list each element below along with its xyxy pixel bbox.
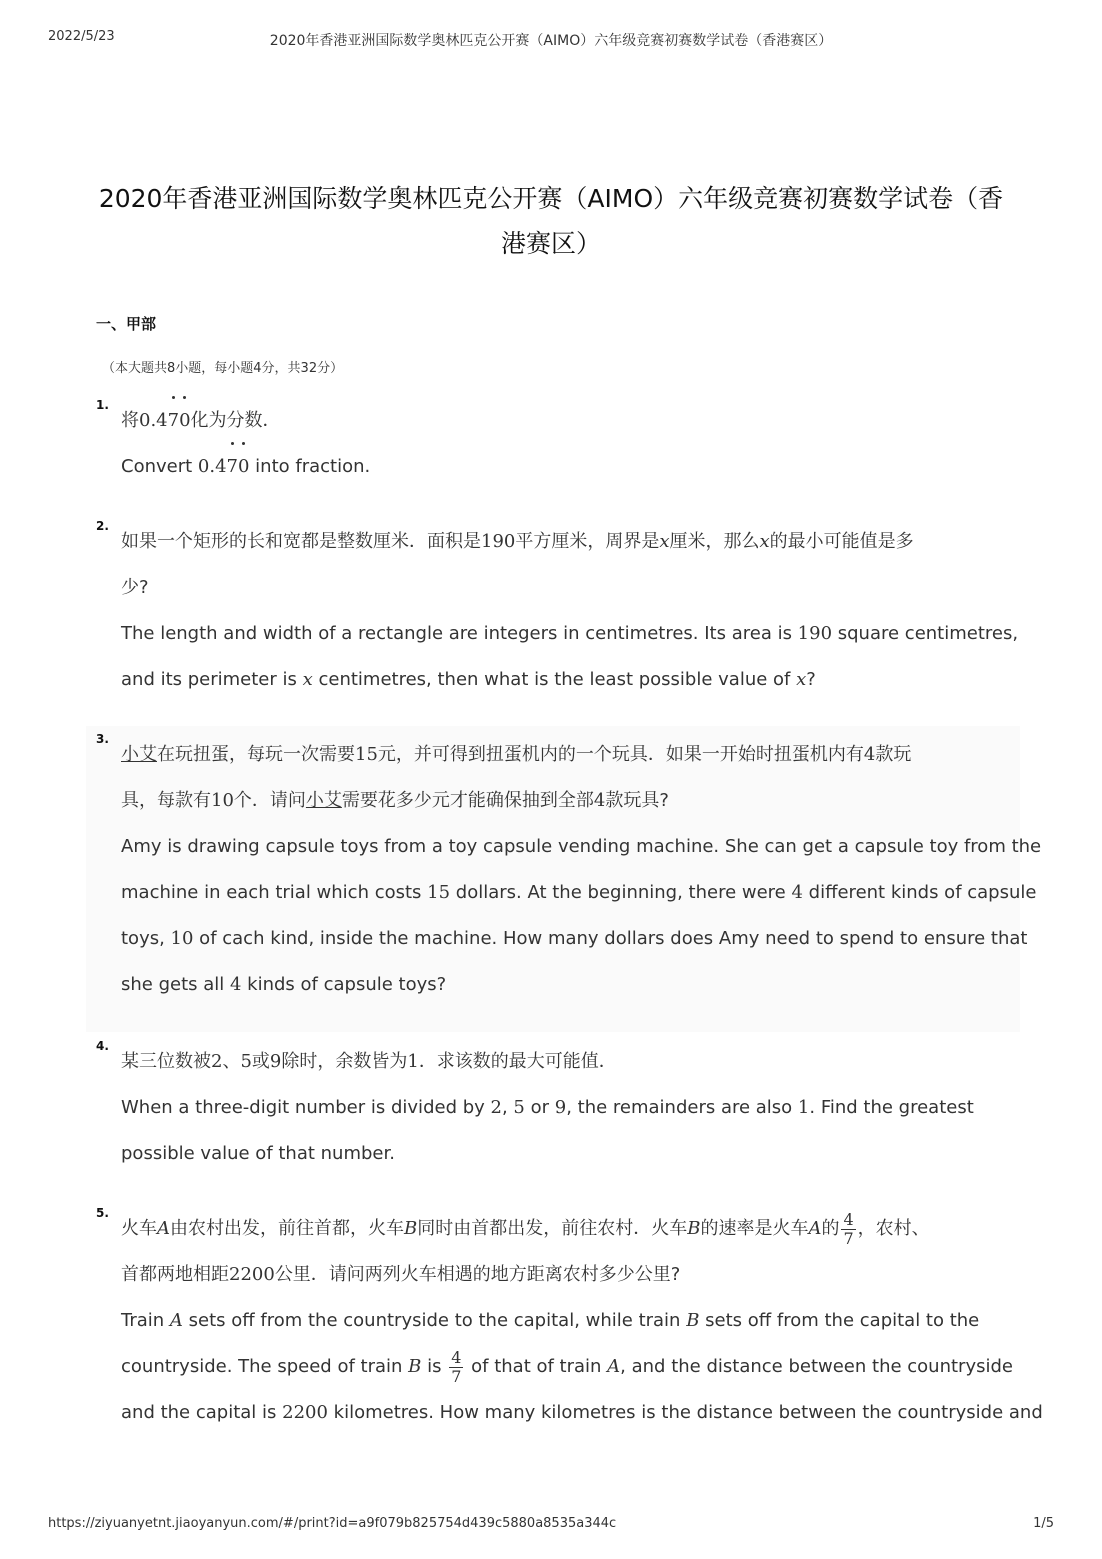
page-number: 1/5 bbox=[1033, 1516, 1054, 1531]
question-5-chinese-line-1: 火车A由农村出发，前往首都，火车B同时由首都出发，前往农村．火车B的速率是火车A的 $\frac{4}{7}$ ，农村、 bbox=[121, 1209, 930, 1248]
question-number: 3. bbox=[96, 732, 109, 746]
section-title: 一、甲部 bbox=[96, 315, 157, 333]
question-5-english-line-2: countryside. The speed of train B is $\frac{4}{7}$ of that of train A, and the distance between the countryside bbox=[121, 1347, 1013, 1386]
question-3 bbox=[96, 732, 1042, 1008]
question-3-english-line-4: she gets all 4 kinds of capsule toys? bbox=[121, 974, 447, 995]
question-2-chinese-line-2: 少? bbox=[121, 577, 149, 598]
question-4-chinese: 某三位数被2、5或9除时，余数皆为1．求该数的最大可能值． bbox=[121, 1051, 617, 1072]
question-2-english-line-2: and its perimeter is x centimetres, then what is the least possible value of x? bbox=[121, 669, 816, 690]
question-2 bbox=[96, 519, 1019, 703]
section-note: （本大题共8小题，每小题4分，共32分） bbox=[102, 361, 344, 376]
print-url: https://ziyuanyetnt.jiaoyanyun.com/#/print?id=a9f079b825754d439c5880a8535a344c bbox=[48, 1516, 617, 1531]
question-5-english-line-3: and the capital is 2200 kilometres. How many kilometres is the distance between the countryside and bbox=[121, 1402, 1043, 1423]
question-2-english-line-1: The length and width of a rectangle are integers in centimetres. Its area is 190 square centimetres, bbox=[121, 623, 1019, 644]
question-4-english-line-2: possible value of that number. bbox=[121, 1143, 395, 1164]
question-2-chinese-line-1: 如果一个矩形的长和宽都是整数厘米．面积是190平方厘米，周界是x厘米，那么x的最小可能值是多 bbox=[121, 531, 914, 552]
fraction: $\frac{4}{7}$ bbox=[451, 1347, 462, 1386]
question-1-english: Convert 0.470 into fraction. bbox=[121, 444, 1016, 490]
question-3-chinese-line-1: 小艾在玩扭蛋，每玩一次需要15元，并可得到扭蛋机内的一个玩具．如果一开始时扭蛋机内有4款玩 bbox=[121, 744, 912, 765]
question-number: 4. bbox=[96, 1039, 109, 1053]
question-3-english-line-3: toys, 10 of cach kind, inside the machine. How many dollars does Amy need to spend to ensure that bbox=[121, 928, 1028, 949]
document-title-line-1: 2020年香港亚洲国际数学奥林匹克公开赛（AIMO）六年级竞赛初赛数学试卷（香 bbox=[98, 184, 1004, 213]
print-date: 2022/5/23 bbox=[48, 29, 115, 44]
print-header-title: 2020年香港亚洲国际数学奥林匹克公开赛（AIMO）六年级竞赛初赛数学试卷（香港赛区） bbox=[269, 33, 833, 49]
document-title bbox=[80, 176, 1022, 266]
question-number: 1. bbox=[96, 398, 109, 412]
name-link: 小艾 bbox=[121, 744, 157, 765]
question-5-chinese-line-2: 首都两地相距2200公里．请问两列火车相遇的地方距离农村多少公里? bbox=[121, 1264, 681, 1285]
question-3-english-line-2: machine in each trial which costs 15 dollars. At the beginning, there were 4 different kinds of capsule bbox=[121, 882, 1037, 903]
question-3-chinese-line-2: 具，每款有10个．请问小艾需要花多少元才能确保抽到全部4款玩具? bbox=[121, 790, 669, 811]
question-1 bbox=[96, 398, 1016, 490]
name-link: 小艾 bbox=[305, 790, 342, 811]
question-4 bbox=[96, 1039, 1016, 1177]
question-5 bbox=[96, 1206, 1043, 1436]
question-number: 5. bbox=[96, 1206, 109, 1220]
question-4-english-line-1: When a three-digit number is divided by 2, 5 or 9, the remainders are also 1. Find the greatest bbox=[121, 1097, 974, 1118]
question-5-english-line-1: Train A sets off from the countryside to the capital, while train B sets off from the capital to the bbox=[121, 1310, 980, 1331]
question-1-chinese: 将0.470化为分数． bbox=[121, 398, 1016, 444]
document-title-line-2: 港赛区） bbox=[500, 229, 601, 258]
question-3-english-line-1: Amy is drawing capsule toys from a toy capsule vending machine. She can get a capsule toy from the bbox=[121, 836, 1042, 857]
question-number: 2. bbox=[96, 519, 109, 533]
fraction: $\frac{4}{7}$ bbox=[843, 1209, 854, 1248]
